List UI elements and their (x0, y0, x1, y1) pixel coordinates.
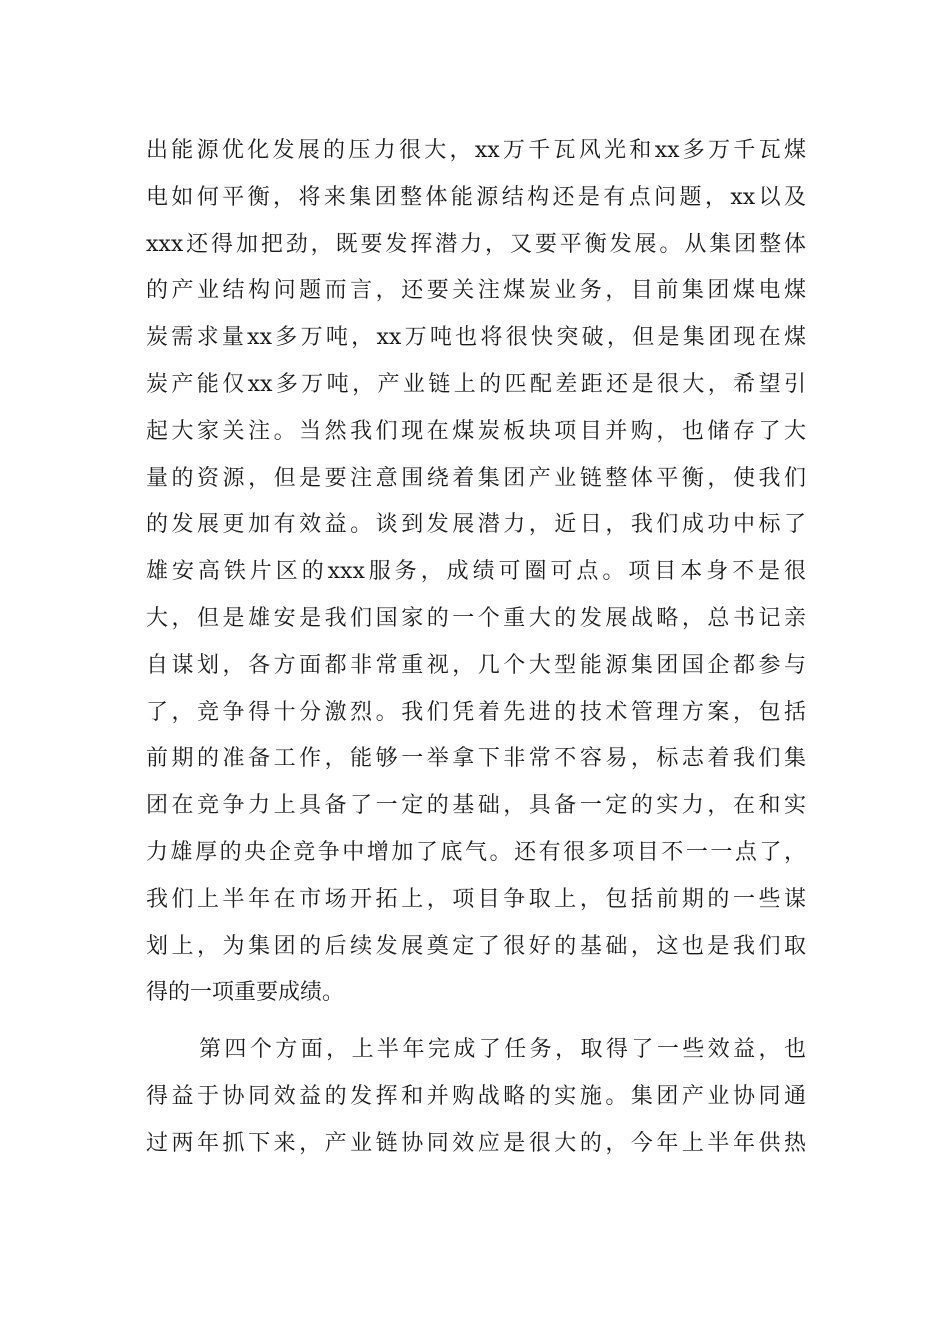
text-line: 的发展更加有效益。谈到发展潜力，近日，我们成功中标了 (146, 512, 806, 538)
paragraph-1 (146, 128, 806, 1017)
body-text (146, 128, 806, 1168)
text-line: 量的资源，但是要注意围绕着集团产业链整体平衡，使我们 (146, 465, 806, 491)
text-line: 炭需求量xx多万吨，xx万吨也将很快突破，但是集团现在煤 (146, 325, 806, 351)
text-line: 电如何平衡，将来集团整体能源结构还是有点问题，xx以及 (146, 184, 806, 210)
text-line: 过两年抓下来，产业链协同效应是很大的，今年上半年供热 (146, 1130, 806, 1156)
text-line: 起大家关注。当然我们现在煤炭板块项目并购，也储存了大 (146, 418, 806, 444)
text-line: 得益于协同效益的发挥和并购战略的实施。集团产业协同通 (146, 1083, 806, 1109)
text-line: 我们上半年在市场开拓上，项目争取上，包括前期的一些谋 (146, 886, 806, 912)
text-line: 大，但是雄安是我们国家的一个重大的发展战略，总书记亲 (146, 605, 806, 631)
text-line: 雄安高铁片区的xxx服务，成绩可圈可点。项目本身不是很 (146, 559, 806, 585)
text-line: 第四个方面，上半年完成了任务，取得了一些效益，也 (199, 1037, 806, 1063)
text-line: 团在竞争力上具备了一定的基础，具备一定的实力，在和实 (146, 793, 806, 819)
text-line: 出能源优化发展的压力很大，xx万千瓦风光和xx多万千瓦煤 (146, 138, 806, 163)
text-line: 前期的准备工作，能够一举拿下非常不容易，标志着我们集 (146, 746, 806, 772)
text-line: 了，竞争得十分激烈。我们凭着先进的技术管理方案，包括 (146, 699, 806, 725)
text-line: 的产业结构问题而言，还要关注煤炭业务，目前集团煤电煤 (146, 278, 806, 304)
text-line: 划上，为集团的后续发展奠定了很好的基础，这也是我们取 (146, 933, 806, 959)
text-line: 得的一项重要成绩。 (146, 980, 345, 1006)
text-line: 力雄厚的央企竞争中增加了底气。还有很多项目不一一点了， (146, 839, 806, 865)
text-line: 自谋划，各方面都非常重视，几个大型能源集团国企都参与 (146, 652, 806, 678)
paragraph-spacer (146, 1017, 806, 1027)
text-line: xxx还得加把劲，既要发挥潜力，又要平衡发展。从集团整体 (146, 231, 806, 257)
text-line: 炭产能仅xx多万吨，产业链上的匹配差距还是很大，希望引 (146, 371, 806, 397)
paragraph-2 (146, 1027, 806, 1167)
